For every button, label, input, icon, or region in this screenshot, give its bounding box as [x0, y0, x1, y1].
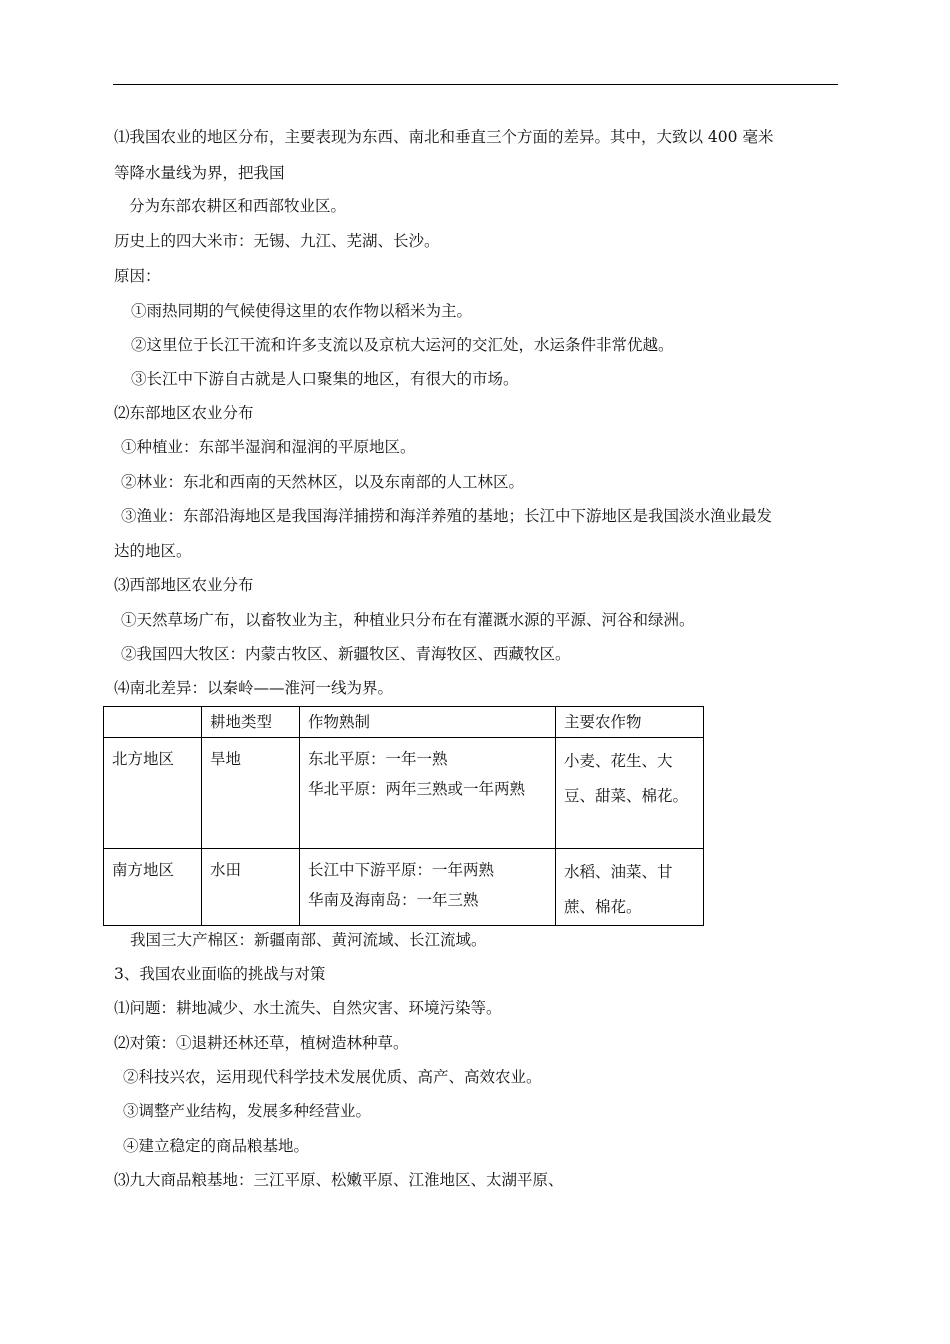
- system-line: 东北平原：一年一熟: [308, 750, 448, 768]
- paragraph-reasons-heading: 原因：: [114, 267, 161, 285]
- system-line: 华南及海南岛：一年三熟: [308, 891, 479, 909]
- paragraph-distribution-line3: 分为东部农耕区和西部牧业区。: [129, 197, 347, 215]
- east-item-planting: ①种植业：东部半湿润和湿润的平原地区。: [121, 438, 416, 456]
- table-cell-land: 水田: [202, 849, 300, 926]
- section-challenges-heading: 3、我国农业面临的挑战与对策: [114, 965, 326, 983]
- table-cell-crops: 水稻、油菜、甘蔗、棉花。: [556, 849, 704, 926]
- paragraph-cotton-regions: 我国三大产棉区：新疆南部、黄河流域、长江流域。: [130, 931, 487, 949]
- table-cell-region: 北方地区: [104, 738, 202, 849]
- table-cell-land: 旱地: [202, 738, 300, 849]
- paragraph-distribution-line1: ⑴我国农业的地区分布，主要表现为东西、南北和垂直三个方面的差异。其中，大致以 400 毫米: [114, 128, 774, 146]
- table-row: [104, 738, 704, 849]
- challenges-problems: ⑴问题：耕地减少、水土流失、自然灾害、环境污染等。: [114, 999, 502, 1017]
- section-north-south-heading: ⑷南北差异：以秦岭——淮河一线为界。: [114, 679, 394, 697]
- east-item-fishery-line2: 达的地区。: [114, 542, 192, 560]
- challenges-measures-2: ②科技兴农，运用现代科学技术发展优质、高产、高效农业。: [123, 1068, 542, 1086]
- table-header-cell: 耕地类型: [202, 707, 300, 738]
- challenges-measures-3: ③调整产业结构，发展多种经营业。: [123, 1102, 372, 1120]
- challenges-measures-4: ④建立稳定的商品粮基地。: [123, 1137, 310, 1155]
- table-cell-crops: 小麦、花生、大豆、甜菜、棉花。: [556, 738, 704, 849]
- north-south-table: [103, 706, 704, 926]
- paragraph-distribution-line2: 等降水量线为界，把我国: [114, 164, 285, 182]
- header-rule: [113, 84, 838, 85]
- east-item-forestry: ②林业：东北和西南的天然林区，以及东南部的人工林区。: [121, 473, 525, 491]
- system-line: 华北平原：两年三熟或一年两熟: [308, 780, 526, 798]
- system-line: 长江中下游平原：一年两熟: [308, 861, 495, 879]
- paragraph-rice-markets: 历史上的四大米市：无锡、九江、芜湖、长沙。: [114, 232, 440, 250]
- table-cell-region: 南方地区: [104, 849, 202, 926]
- paragraph-grain-bases: ⑶九大商品粮基地：三江平原、松嫩平原、江淮地区、太湖平原、: [114, 1171, 564, 1189]
- reason-item-2: ②这里位于长江干流和许多支流以及京杭大运河的交汇处，水运条件非常优越。: [131, 336, 674, 354]
- reason-item-3: ③长江中下游自古就是人口聚集的地区，有很大的市场。: [131, 370, 519, 388]
- table-header-cell: [104, 707, 202, 738]
- west-item-grassland: ①天然草场广布，以畜牧业为主，种植业只分布在有灌溉水源的平源、河谷和绿洲。: [121, 611, 695, 629]
- table-cell-system: [300, 849, 556, 926]
- east-item-fishery-line1: ③渔业：东部沿海地区是我国海洋捕捞和海洋养殖的基地；长江中下游地区是我国淡水渔业最发: [121, 507, 773, 525]
- table-row: [104, 849, 704, 926]
- reason-item-1: ①雨热同期的气候使得这里的农作物以稻米为主。: [131, 302, 473, 320]
- section-west-heading: ⑶西部地区农业分布: [114, 576, 254, 594]
- section-east-heading: ⑵东部地区农业分布: [114, 404, 254, 422]
- table-cell-system: [300, 738, 556, 849]
- table-header-row: [104, 707, 704, 738]
- challenges-measures-1: ⑵对策：①退耕还林还草，植树造林种草。: [114, 1034, 409, 1052]
- table-header-cell: 作物熟制: [300, 707, 556, 738]
- table-header-cell: 主要农作物: [556, 707, 704, 738]
- west-item-pastoral: ②我国四大牧区：内蒙古牧区、新疆牧区、青海牧区、西藏牧区。: [121, 645, 571, 663]
